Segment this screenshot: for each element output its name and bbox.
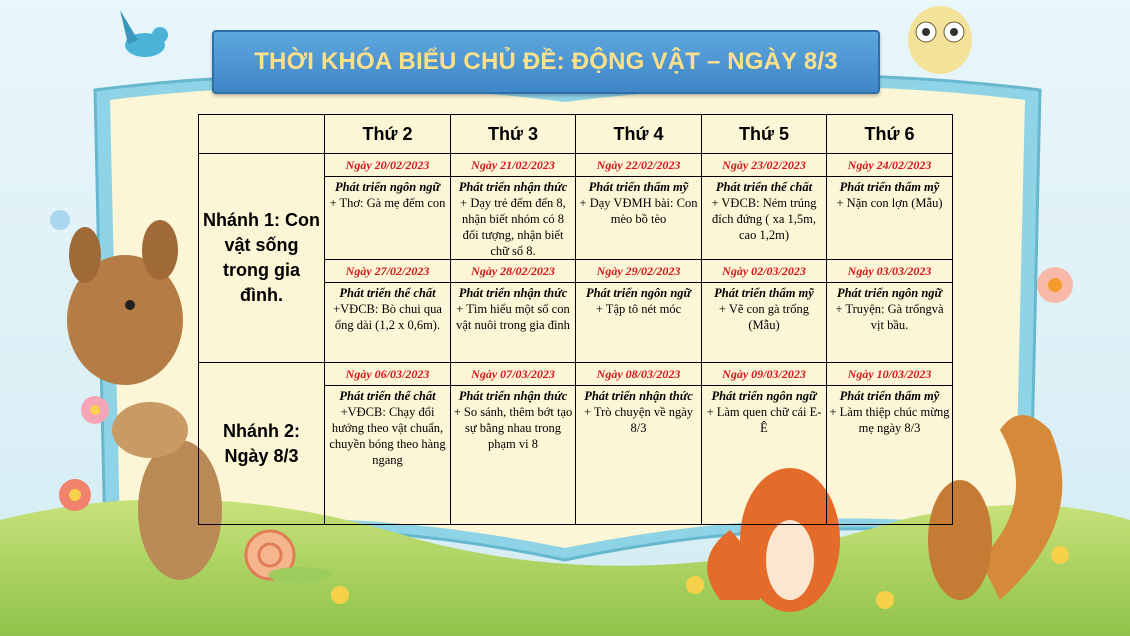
activity-cell: Phát triển nhận thức + Trò chuyện về ngày 8/3 — [576, 386, 702, 525]
date-cell: Ngày 29/02/2023 — [576, 260, 702, 283]
activity-cell: Phát triển nhận thức + Dạy trẻ đếm đến 8, nhận biết nhóm có 8 đối tượng, nhận biết chữ số 8. — [451, 177, 576, 260]
date-cell: Ngày 06/03/2023 — [325, 363, 451, 386]
day-header: Thứ 2 — [325, 115, 451, 154]
corner-cell — [199, 115, 325, 154]
activity-cell: Phát triển ngôn ngữ + Làm quen chữ cái E-Ê — [702, 386, 827, 525]
date-cell: Ngày 03/03/2023 — [827, 260, 953, 283]
day-header: Thứ 3 — [451, 115, 576, 154]
day-header: Thứ 6 — [827, 115, 953, 154]
date-cell: Ngày 07/03/2023 — [451, 363, 576, 386]
activity-cell: Phát triển nhận thức + So sánh, thêm bớt tạo sự bằng nhau trong phạm vi 8 — [451, 386, 576, 525]
date-cell: Ngày 22/02/2023 — [576, 154, 702, 177]
activity-cell: Phát triển thể chất +VĐCB: Chạy đổi hướng theo vật chuẩn, chuyền bóng theo hàng ngang — [325, 386, 451, 525]
activity-cell: Phát triển ngôn ngữ + Truyện: Gà trốngvà vịt bầu. — [827, 283, 953, 363]
date-row — [199, 363, 953, 386]
activity-cell: Phát triển ngôn ngữ + Thơ: Gà mẹ đếm con — [325, 177, 451, 260]
date-cell: Ngày 10/03/2023 — [827, 363, 953, 386]
date-cell: Ngày 21/02/2023 — [451, 154, 576, 177]
branch-1-label: Nhánh 1: Con vật sống trong gia đình. — [199, 154, 325, 363]
activity-cell: Phát triển thẩm mỹ + Dạy VĐMH bài: Con mèo bồ tèo — [576, 177, 702, 260]
activity-cell: Phát triển nhận thức + Tìm hiểu một số con vật nuôi trong gia đình — [451, 283, 576, 363]
activity-cell: Phát triển ngôn ngữ + Tập tô nét móc — [576, 283, 702, 363]
header-row — [199, 115, 953, 154]
schedule-table — [198, 114, 953, 525]
date-cell: Ngày 08/03/2023 — [576, 363, 702, 386]
day-header: Thứ 4 — [576, 115, 702, 154]
date-cell: Ngày 02/03/2023 — [702, 260, 827, 283]
owl-illustration — [908, 6, 972, 74]
day-header: Thứ 5 — [702, 115, 827, 154]
activity-cell: Phát triển thể chất + VĐCB: Ném trúng đích đứng ( xa 1,5m, cao 1,2m) — [702, 177, 827, 260]
date-cell: Ngày 24/02/2023 — [827, 154, 953, 177]
activity-cell: Phát triển thẩm mỹ + Nặn con lợn (Mẫu) — [827, 177, 953, 260]
activity-cell: Phát triển thể chất +VĐCB: Bò chui qua ống dài (1,2 x 0,6m). — [325, 283, 451, 363]
date-cell: Ngày 09/03/2023 — [702, 363, 827, 386]
date-cell: Ngày 27/02/2023 — [325, 260, 451, 283]
page-title: THỜI KHÓA BIỂU CHỦ ĐỀ: ĐỘNG VẬT – NGÀY 8/3 — [212, 30, 880, 94]
date-cell: Ngày 28/02/2023 — [451, 260, 576, 283]
activity-cell: Phát triển thẩm mỹ + Làm thiệp chúc mừng mẹ ngày 8/3 — [827, 386, 953, 525]
date-row — [199, 154, 953, 177]
date-cell: Ngày 23/02/2023 — [702, 154, 827, 177]
date-cell: Ngày 20/02/2023 — [325, 154, 451, 177]
branch-2-label: Nhánh 2: Ngày 8/3 — [199, 363, 325, 525]
activity-cell: Phát triển thẩm mỹ + Vẽ con gà trống (Mẫu) — [702, 283, 827, 363]
